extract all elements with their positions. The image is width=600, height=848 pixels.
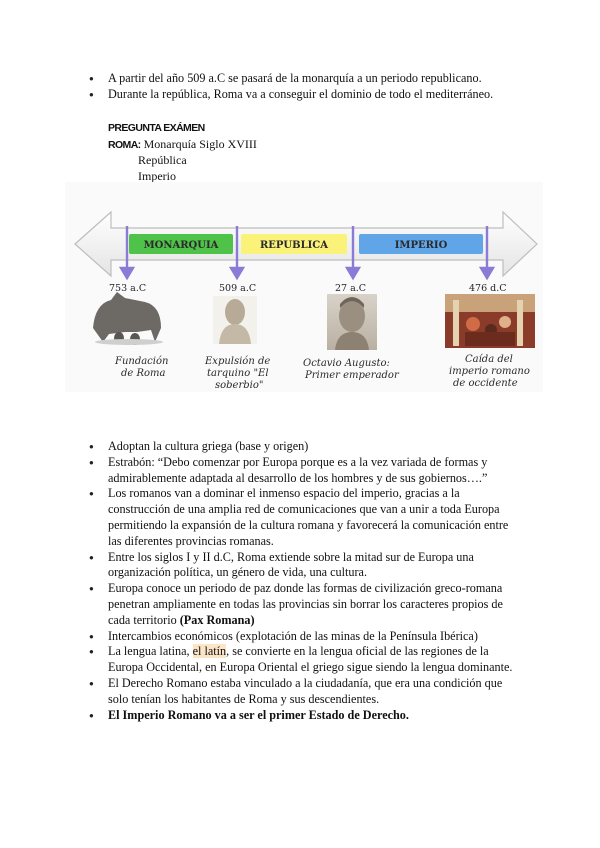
caption-line: de occidente — [453, 378, 518, 389]
period-label-imperio: IMPERIO — [394, 240, 448, 251]
list-item: ● Entre los siglos I y II d.C, Roma extiende sobre la mitad sur de Europa una organización política, un género de vida, una cultura. — [89, 550, 519, 582]
period-label-monarquia: MONARQUIA — [143, 240, 219, 251]
rome-timeline-figure — [65, 182, 543, 392]
list-item-text: , se convierte en la lengua oficial de las regiones de la Europa Occidental, en Europa Oriental el griego sigue siendo la lengua dominante. — [108, 644, 513, 675]
list-item — [89, 581, 519, 628]
pax-romana-emphasis: (Pax Romana) — [179, 612, 255, 627]
date-label: 476 d.C — [469, 283, 507, 294]
list-item: ● Los romanos van a dominar el inmenso espacio del imperio, gracias a la construcción de una amplia red de comunicaciones que van a unir a toda Europa permitiendo la expansión de la cultura romana y favorecerá la comunicación entre las diferentes provincias romanas. — [89, 486, 519, 549]
octavio-augusto-image — [327, 294, 377, 350]
caption-line: Octavio Augusto: — [303, 358, 390, 369]
list-item-text: La lengua latina, — [108, 644, 193, 659]
question-item: Monarquía Siglo XVIII — [143, 136, 257, 151]
caption-line: Caída del — [465, 354, 513, 365]
question-roma-line — [108, 137, 257, 154]
date-label: 27 a.C — [335, 283, 367, 294]
list-item: ● A partir del año 509 a.C se pasará de la monarquía a un periodo republicano. — [89, 71, 519, 87]
caption-line: soberbio" — [215, 380, 264, 391]
fall-of-empire-painting-image — [445, 294, 535, 348]
caption-line: de Roma — [121, 368, 166, 379]
date-label: 753 a.C — [109, 283, 147, 294]
list-item: ● Adoptan la cultura griega (base y origen) — [89, 439, 519, 455]
caption-line: imperio romano — [449, 366, 530, 377]
exam-question-heading: PREGUNTA EXÁMEN — [108, 122, 205, 134]
intro-bullet-list — [89, 71, 519, 103]
period-label-republica: REPUBLICA — [259, 240, 329, 251]
question-item: República — [138, 153, 187, 167]
roma-label: ROMA: — [108, 138, 141, 151]
list-item: ● Intercambios económicos (explotación de las minas de la Península Ibérica) — [89, 629, 519, 645]
date-label: 509 a.C — [219, 283, 257, 294]
exam-question-block — [108, 121, 257, 184]
list-item: ● Estrabón: “Debo comenzar por Europa porque es a la vez variada de formas y admirablemente adaptada al desarrollo de los hombres y de sus gobiernos….” — [89, 455, 519, 487]
list-item: ● Durante la república, Roma va a conseguir el dominio de todo el mediterráneo. — [89, 87, 519, 103]
list-item-text: Europa conoce un periodo de paz donde las formas de civilización greco-romana penetran ampliamente en todas las provincias sin borrar los caracteres propios de cada territorio — [108, 581, 503, 627]
tarquin-bust-image — [213, 296, 257, 344]
list-item: ● El Derecho Romano estaba vinculado a la ciudadanía, que era una condición que solo tenían los habitantes de Roma y sus descendientes. — [89, 676, 519, 708]
list-item — [89, 644, 519, 676]
she-wolf-statue-image — [93, 292, 163, 345]
list-item: ● El Imperio Romano va a ser el primer Estado de Derecho. — [89, 708, 519, 724]
timeline-graphic — [65, 182, 543, 392]
caption-line: tarquino "El — [207, 368, 269, 379]
highlighted-latin: el latín — [192, 644, 227, 659]
caption-line: Fundación — [115, 356, 169, 367]
main-bullet-list — [89, 439, 519, 723]
question-item: Imperio — [138, 168, 176, 183]
caption-line: Primer emperador — [305, 370, 399, 381]
caption-line: Expulsión de — [205, 356, 271, 367]
